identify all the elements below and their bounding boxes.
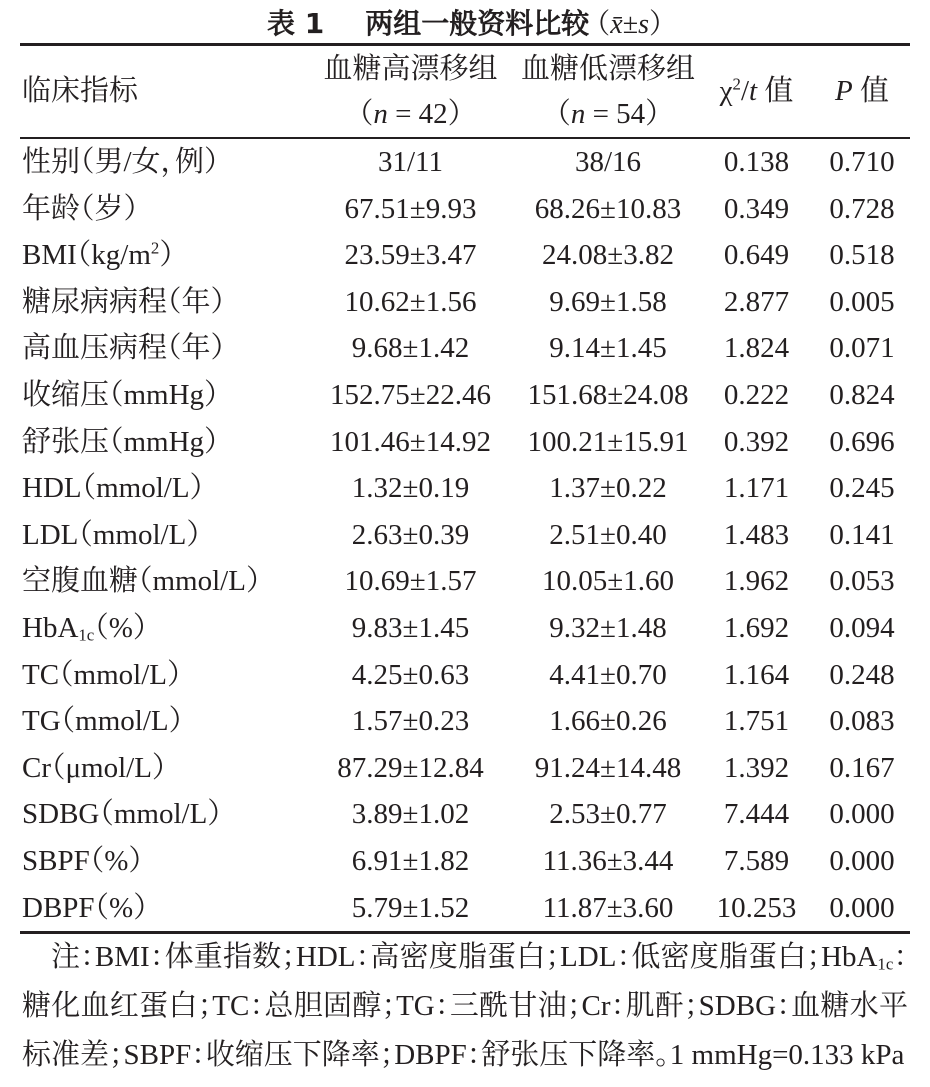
test-statistic-value: 0.392	[723, 425, 790, 458]
table-row	[20, 139, 910, 186]
high-drift-value: 101.46±14.92	[330, 425, 491, 458]
header-text: 血糖低漂移组	[520, 52, 695, 85]
high-drift-value: 1.32±0.19	[351, 472, 470, 505]
indicator-cell	[20, 186, 318, 233]
header-text: /	[740, 75, 749, 107]
table-row	[20, 605, 910, 652]
header-line	[835, 69, 889, 114]
p-value: 0.518	[829, 239, 895, 272]
table-row	[20, 325, 910, 372]
p-value: 0.710	[829, 146, 895, 178]
test-statistic-value: 0.349	[723, 192, 790, 225]
low-drift-value: 9.32±1.48	[549, 611, 667, 644]
notation-part: s	[638, 9, 649, 40]
p-value: 0.071	[829, 332, 895, 365]
low-drift-value: 9.69±1.58	[549, 285, 667, 318]
table-row	[20, 698, 910, 745]
indicator-text: HDL（mmol/L）	[22, 472, 205, 505]
high-drift-value: 1.57±0.23	[351, 705, 470, 738]
test-statistic-value: 0.649	[723, 239, 790, 272]
high-drift-value: 9.83±1.45	[351, 611, 470, 644]
table-row	[20, 652, 910, 699]
low-drift-value: 91.24±14.48	[534, 751, 682, 784]
high-drift-value: 3.89±1.02	[351, 798, 470, 831]
indicator-text: DBPF（%）	[22, 891, 148, 924]
p-value: 0.005	[829, 285, 895, 318]
note-text: ：	[893, 941, 908, 973]
notation-part: （	[596, 9, 611, 40]
header-indicator	[20, 46, 318, 137]
indicator-text: TC（mmol/L）	[22, 658, 182, 691]
p-value: 0.000	[829, 798, 895, 831]
indicator-text: 年龄（岁）	[22, 192, 139, 225]
notation-part: x̄	[610, 9, 623, 40]
table-header	[20, 46, 910, 137]
low-drift-value: 1.37±0.22	[549, 472, 667, 505]
p-value: 0.824	[829, 378, 895, 411]
test-statistic-value: 7.589	[723, 844, 790, 877]
indicator-text: 1c	[78, 625, 95, 645]
indicator-cell	[20, 745, 318, 792]
low-drift-value: 38/16	[574, 146, 642, 178]
table-number: 表 1	[267, 7, 325, 40]
high-drift-value: 31/11	[378, 146, 443, 178]
header-text: 值	[757, 75, 794, 107]
p-value: 0.000	[829, 891, 895, 924]
header-line	[359, 92, 462, 137]
high-drift-value: 4.25±0.63	[351, 658, 470, 691]
high-drift-value: 6.91±1.82	[351, 844, 470, 877]
note-text: 标准差；SBPF：收缩压下降率；DBPF：舒张压下降率。1 mmHg=0.133 kPa	[22, 1039, 905, 1071]
header-line	[521, 47, 695, 92]
high-drift-value: 2.63±0.39	[351, 518, 470, 551]
high-drift-value: 23.59±3.47	[344, 239, 477, 272]
indicator-cell	[20, 465, 318, 512]
header-text: P	[835, 75, 853, 107]
indicator-text: 糖尿病病程（年）	[22, 285, 226, 318]
p-value: 0.245	[829, 472, 895, 505]
indicator-cell	[20, 652, 318, 699]
high-drift-value: 67.51±9.93	[344, 192, 477, 225]
low-drift-value: 2.51±0.40	[549, 518, 667, 551]
p-value: 0.696	[829, 425, 895, 458]
low-drift-value: 1.66±0.26	[549, 705, 667, 738]
test-statistic-value: 0.138	[723, 146, 790, 178]
test-statistic-value: 0.222	[723, 378, 790, 411]
header-text: t	[749, 75, 758, 107]
p-value: 0.083	[829, 705, 895, 738]
header-text: = 54）	[585, 97, 660, 130]
note-line	[22, 933, 908, 982]
header-text: （	[358, 97, 374, 130]
indicator-cell	[20, 791, 318, 838]
low-drift-value: 9.14±1.45	[549, 332, 667, 365]
indicator-text: HbA	[22, 611, 79, 644]
note-text: 糖化血红蛋白；TC：总胆固醇；TG：三酰甘油；Cr：肌酐；SDBG：血糖水平	[22, 990, 908, 1022]
table-row	[20, 232, 910, 279]
indicator-cell	[20, 885, 318, 932]
indicator-text: LDL（mmol/L）	[22, 518, 201, 551]
indicator-cell	[20, 698, 318, 745]
indicator-cell	[20, 372, 318, 419]
table-caption: 两组一般资料比较	[365, 7, 590, 40]
high-drift-value: 10.69±1.57	[344, 565, 477, 598]
notation-part: ）	[648, 9, 663, 40]
low-drift-value: 10.05±1.60	[542, 565, 674, 598]
indicator-text: 收缩压（mmHg）	[22, 378, 219, 411]
indicator-cell	[20, 512, 318, 559]
header-line	[323, 47, 497, 92]
test-statistic-value: 1.171	[723, 472, 790, 505]
header-text: 2	[732, 74, 741, 94]
header-text: 临床指标	[22, 75, 139, 107]
header-text: χ	[719, 75, 733, 107]
low-drift-value: 2.53±0.77	[549, 798, 667, 831]
test-statistic-value: 1.962	[723, 565, 790, 598]
p-value: 0.000	[829, 844, 895, 877]
note-text: 注：BMI：体重指数；HDL：高密度脂蛋白；LDL：低密度脂蛋白；HbA	[51, 941, 878, 973]
table-note	[22, 933, 908, 1080]
table-row	[20, 512, 910, 559]
note-line	[22, 1031, 908, 1080]
note-text: 1c	[877, 954, 894, 974]
p-value: 0.094	[829, 611, 895, 644]
indicator-text: 高血压病程（年）	[22, 332, 226, 365]
low-drift-value: 68.26±10.83	[534, 192, 682, 225]
p-value: 0.248	[829, 658, 895, 691]
p-value: 0.053	[829, 565, 895, 598]
indicator-text: SBPF（%）	[22, 844, 143, 877]
test-statistic-value: 10.253	[716, 891, 797, 924]
table-row	[20, 419, 910, 466]
high-drift-value: 9.68±1.42	[351, 332, 470, 365]
high-drift-value: 10.62±1.56	[344, 285, 477, 318]
low-drift-value: 4.41±0.70	[549, 658, 667, 691]
indicator-text: （%）	[94, 611, 148, 644]
table-row	[20, 791, 910, 838]
test-statistic-value: 2.877	[723, 285, 790, 318]
p-value: 0.728	[829, 192, 895, 225]
table-row	[20, 838, 910, 885]
indicator-text: 舒张压（mmHg）	[22, 425, 219, 458]
test-statistic-value: 1.483	[723, 518, 790, 551]
table-title	[0, 6, 930, 42]
indicator-text: TG（mmol/L）	[22, 705, 184, 738]
indicator-cell	[20, 838, 318, 885]
indicator-text: ）	[159, 239, 174, 272]
notation-part: ±	[622, 9, 639, 40]
indicator-cell	[20, 325, 318, 372]
indicator-text: 性别（男/女，例）	[22, 146, 219, 178]
indicator-cell	[20, 279, 318, 326]
low-drift-value: 100.21±15.91	[527, 425, 689, 458]
table-body	[20, 139, 910, 931]
test-statistic-value: 1.692	[723, 611, 790, 644]
high-drift-value: 5.79±1.52	[351, 891, 470, 924]
high-drift-value: 87.29±12.84	[337, 751, 484, 784]
indicator-text: 空腹血糖（mmol/L）	[22, 565, 261, 598]
test-statistic-value: 7.444	[723, 798, 790, 831]
header-line	[720, 69, 794, 114]
header-line	[556, 92, 659, 137]
note-line	[22, 982, 908, 1031]
header-test-statistic	[713, 46, 800, 137]
p-value: 0.141	[829, 518, 895, 551]
indicator-text: BMI（kg/m	[22, 239, 151, 272]
indicator-text: Cr（μmol/L）	[22, 751, 167, 784]
low-drift-value: 11.36±3.44	[542, 844, 674, 877]
header-text: n	[373, 97, 388, 130]
statistic-notation	[596, 9, 663, 40]
table-row	[20, 885, 910, 932]
header-text: n	[570, 97, 586, 130]
table-row	[20, 186, 910, 233]
table-row	[20, 372, 910, 419]
test-statistic-value: 1.824	[723, 332, 790, 365]
low-drift-value: 24.08±3.82	[542, 239, 674, 272]
indicator-cell	[20, 558, 318, 605]
header-text: = 42）	[387, 97, 463, 130]
header-high-drift-group	[318, 46, 503, 137]
indicator-cell	[20, 419, 318, 466]
header-text: （	[556, 97, 571, 130]
indicator-cell	[20, 605, 318, 652]
table-row	[20, 558, 910, 605]
test-statistic-value: 1.751	[723, 705, 790, 738]
indicator-text: 2	[150, 238, 160, 258]
table-row	[20, 465, 910, 512]
test-statistic-value: 1.392	[723, 751, 790, 784]
table-row	[20, 745, 910, 792]
header-low-drift-group	[503, 46, 713, 137]
p-value: 0.167	[829, 751, 895, 784]
header-text: 值	[852, 75, 889, 107]
low-drift-value: 11.87±3.60	[542, 891, 674, 924]
indicator-cell	[20, 139, 318, 186]
high-drift-value: 152.75±22.46	[330, 378, 491, 411]
indicator-text: SDBG（mmol/L）	[22, 798, 222, 831]
indicator-cell	[20, 232, 318, 279]
header-p-value	[800, 46, 910, 137]
table-row	[20, 279, 910, 326]
low-drift-value: 151.68±24.08	[527, 378, 689, 411]
header-text: 血糖高漂移组	[323, 52, 498, 85]
header-line	[22, 69, 138, 114]
test-statistic-value: 1.164	[723, 658, 790, 691]
